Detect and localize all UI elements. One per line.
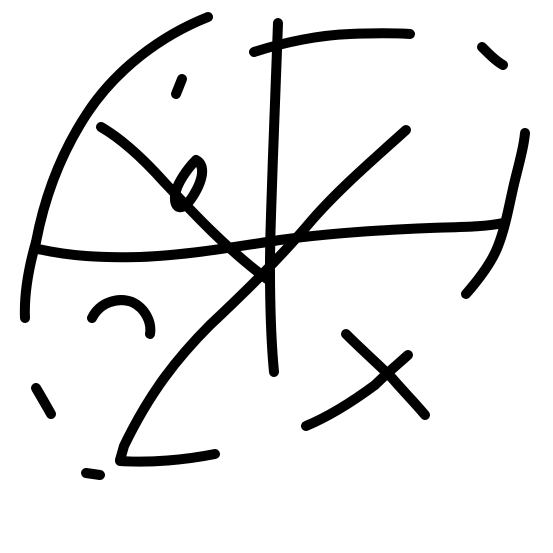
circle-arc-lower-left <box>36 388 51 414</box>
vertical-line <box>270 23 278 372</box>
circle-arc-top-right-dash <box>482 47 503 65</box>
circle-arc-upper-left-dash <box>176 79 182 94</box>
circle-arc-bottom-right <box>306 385 375 426</box>
circle-arc-right <box>466 133 525 294</box>
circle-arc-bottom <box>120 454 215 462</box>
small-arc-glyph <box>92 300 150 334</box>
circle-arc-bottom-left-dash <box>86 473 100 475</box>
circle-arc-left <box>25 242 36 318</box>
small-loop-glyph <box>175 160 202 207</box>
